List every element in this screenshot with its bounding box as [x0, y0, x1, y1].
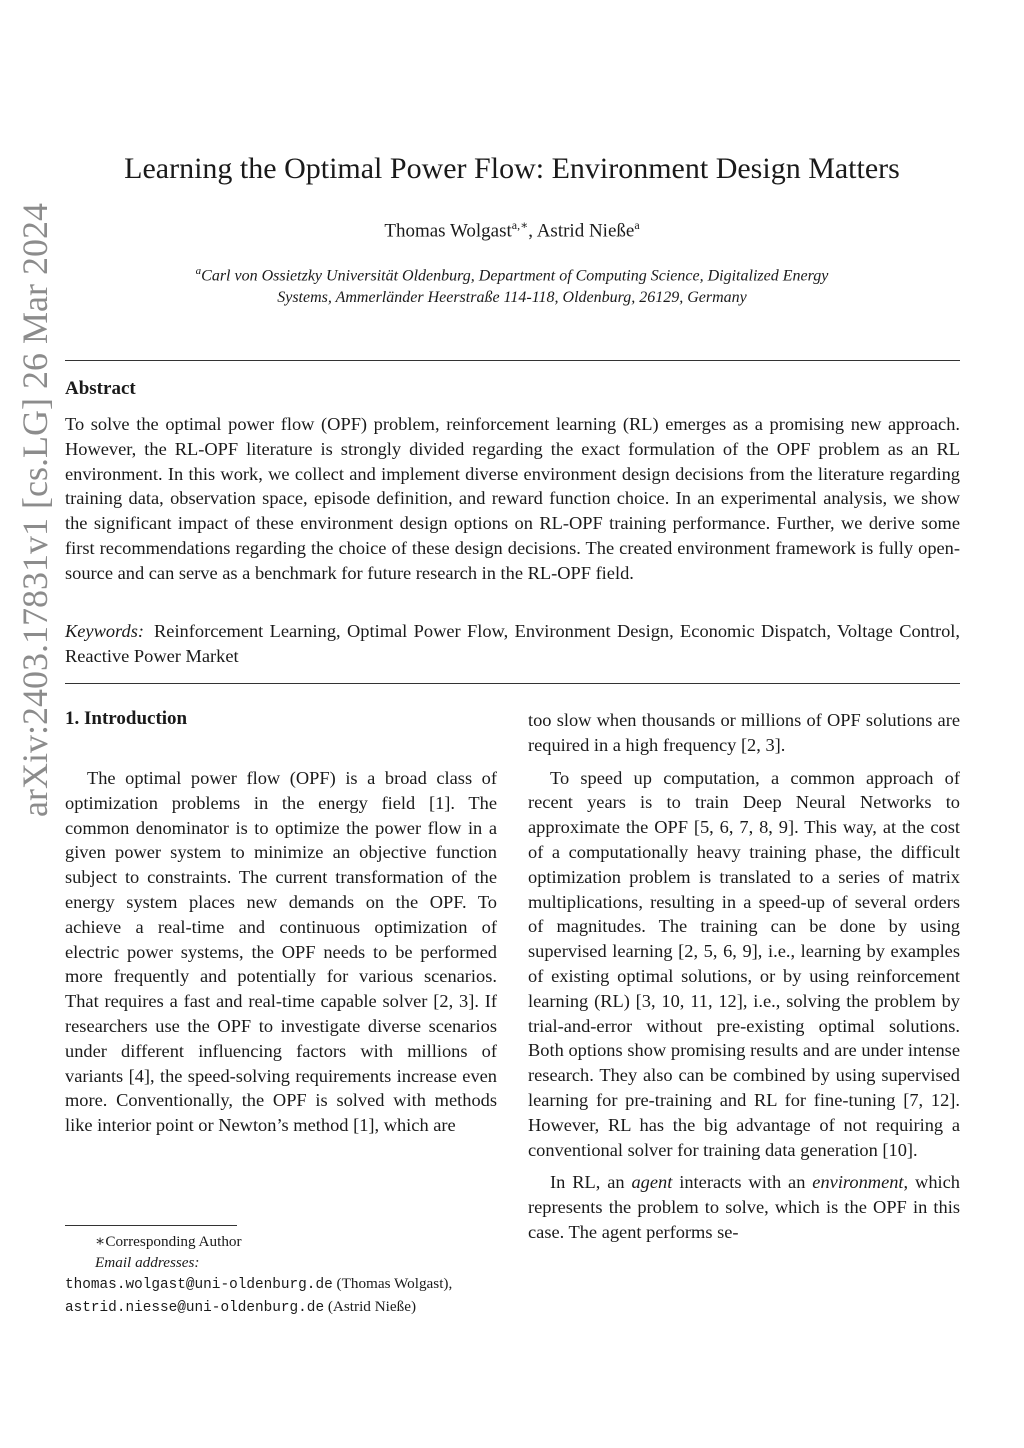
footnote-email-line-2: astrid.niesse@uni-oldenburg.de (Astrid Nieße) [65, 1298, 417, 1316]
author-line [0, 218, 1024, 242]
footnote-corresponding: ∗Corresponding Author [95, 1233, 242, 1250]
paper-title: Learning the Optimal Power Flow: Environment Design Matters [124, 152, 900, 185]
author-separator: , [528, 220, 537, 242]
footnote [65, 1231, 505, 1319]
paragraph: In RL, an agent interacts with an environment, which represents the problem to solve, which is the OPF in this case. The agent performs se- [528, 1172, 960, 1242]
email-link[interactable]: thomas.wolgast@uni-oldenburg.de [65, 1277, 333, 1293]
footnote-email-line-1: thomas.wolgast@uni-oldenburg.de (Thomas Wolgast), [65, 1275, 453, 1293]
author-name: Thomas Wolgast [384, 220, 512, 242]
affiliation-line-1: $^a$Carl von Ossietzky Universität Oldenburg, Department of Computing Science, Digitalized Energy [195, 265, 829, 285]
author-affil-mark: a,∗ [511, 218, 529, 232]
author-name: Astrid Nieße [536, 220, 635, 242]
paragraph: too slow when thousands or millions of OPF solutions are required in a high frequency [2, 3]. [528, 710, 960, 755]
abstract-text: To solve the optimal power flow (OPF) problem, reinforcement learning (RL) emerges as a promising new approach. However, the RL-OPF literature is strongly divided regarding the exact formulation of the OPF problem as an RL environment. In this work, we collect and implement diverse environment design decisions from the literature regarding training data, observation space, episode definition, and reward function choice. In an experimental analysis, we show the significant impact of these environment design options on RL-OPF training performance. Further, we derive some first recommendations regarding the choice of these design decisions. The created environment framework is fully open-source and can serve as a benchmark for future research in the RL-OPF field. [65, 414, 960, 583]
paragraph: To speed up computation, a common approach of recent years is to train Deep Neural Networks to approximate the OPF [5, 6, 7, 8, 9]. This way, at the cost of a computationally heavy training phase, the difficult optimization problem is translated to a series of matrix multiplications, resulting in a speed-up of several orders of magnitudes. The training can be done by using supervised learning [2, 5, 6, 9], i.e., learning by examples of existing optimal solutions, or by using reinforcement learning (RL) [3, 10, 11, 12], i.e., solving the problem by trial-and-error without pre-existing optimal solutions. Both options show promising results and are under intense research. They also can be combined by using supervised learning for pre-training and RL for fine-tuning [7, 12]. However, RL has the big advantage of not requiring a conventional solver for training data generation [10]. [528, 767, 960, 1160]
affiliation-mark: a [195, 265, 202, 277]
keywords-text: Reinforcement Learning, Optimal Power Flow, Environment Design, Economic Dispatch, Voltage Control, Reactive Power Market [65, 621, 960, 666]
affiliation [0, 260, 1024, 309]
affiliation-line-2: Systems, Ammerländer Heerstraße 114-118, Oldenburg, 26129, Germany [277, 289, 747, 307]
email-link[interactable]: astrid.niesse@uni-oldenburg.de [65, 1300, 325, 1316]
footnote-divider [65, 1225, 237, 1226]
right-column [528, 708, 960, 1245]
term-agent: agent [631, 1172, 673, 1193]
top-divider [65, 360, 960, 361]
abstract-heading: Abstract [65, 378, 136, 399]
keywords-label: Keywords: [65, 621, 145, 641]
arxiv-identifier: arXiv:2403.17831v1 [cs.LG] 26 Mar 2024 [15, 203, 55, 817]
author-affil-mark: a [634, 218, 640, 232]
footnote-email-label: Email addresses: [95, 1254, 200, 1271]
paragraph: The optimal power flow (OPF) is a broad class of optimization problems in the energy field [1]. The common denominator is to optimize the power flow in a given power system to minimize an objective function subject to constraints. The current transformation of the energy system places new demands on the OPF. To achieve a real-time and continuous optimization of electric power systems, the OPF needs to be performed more frequently and potentially for various scenarios. That requires a fast and real-time capable solver [2, 3]. If researchers use the OPF to investigate diverse scenarios under different influencing factors with millions of variants [4], the speed-solving requirements increase even more. Conventionally, the OPF is solved with methods like interior point or Newton’s method [1], which are [65, 768, 497, 1136]
left-column [65, 766, 497, 1138]
keywords [65, 619, 960, 669]
bottom-divider [65, 683, 960, 684]
section-heading-introduction: 1. Introduction [65, 708, 188, 729]
term-environment: environment [812, 1172, 904, 1193]
